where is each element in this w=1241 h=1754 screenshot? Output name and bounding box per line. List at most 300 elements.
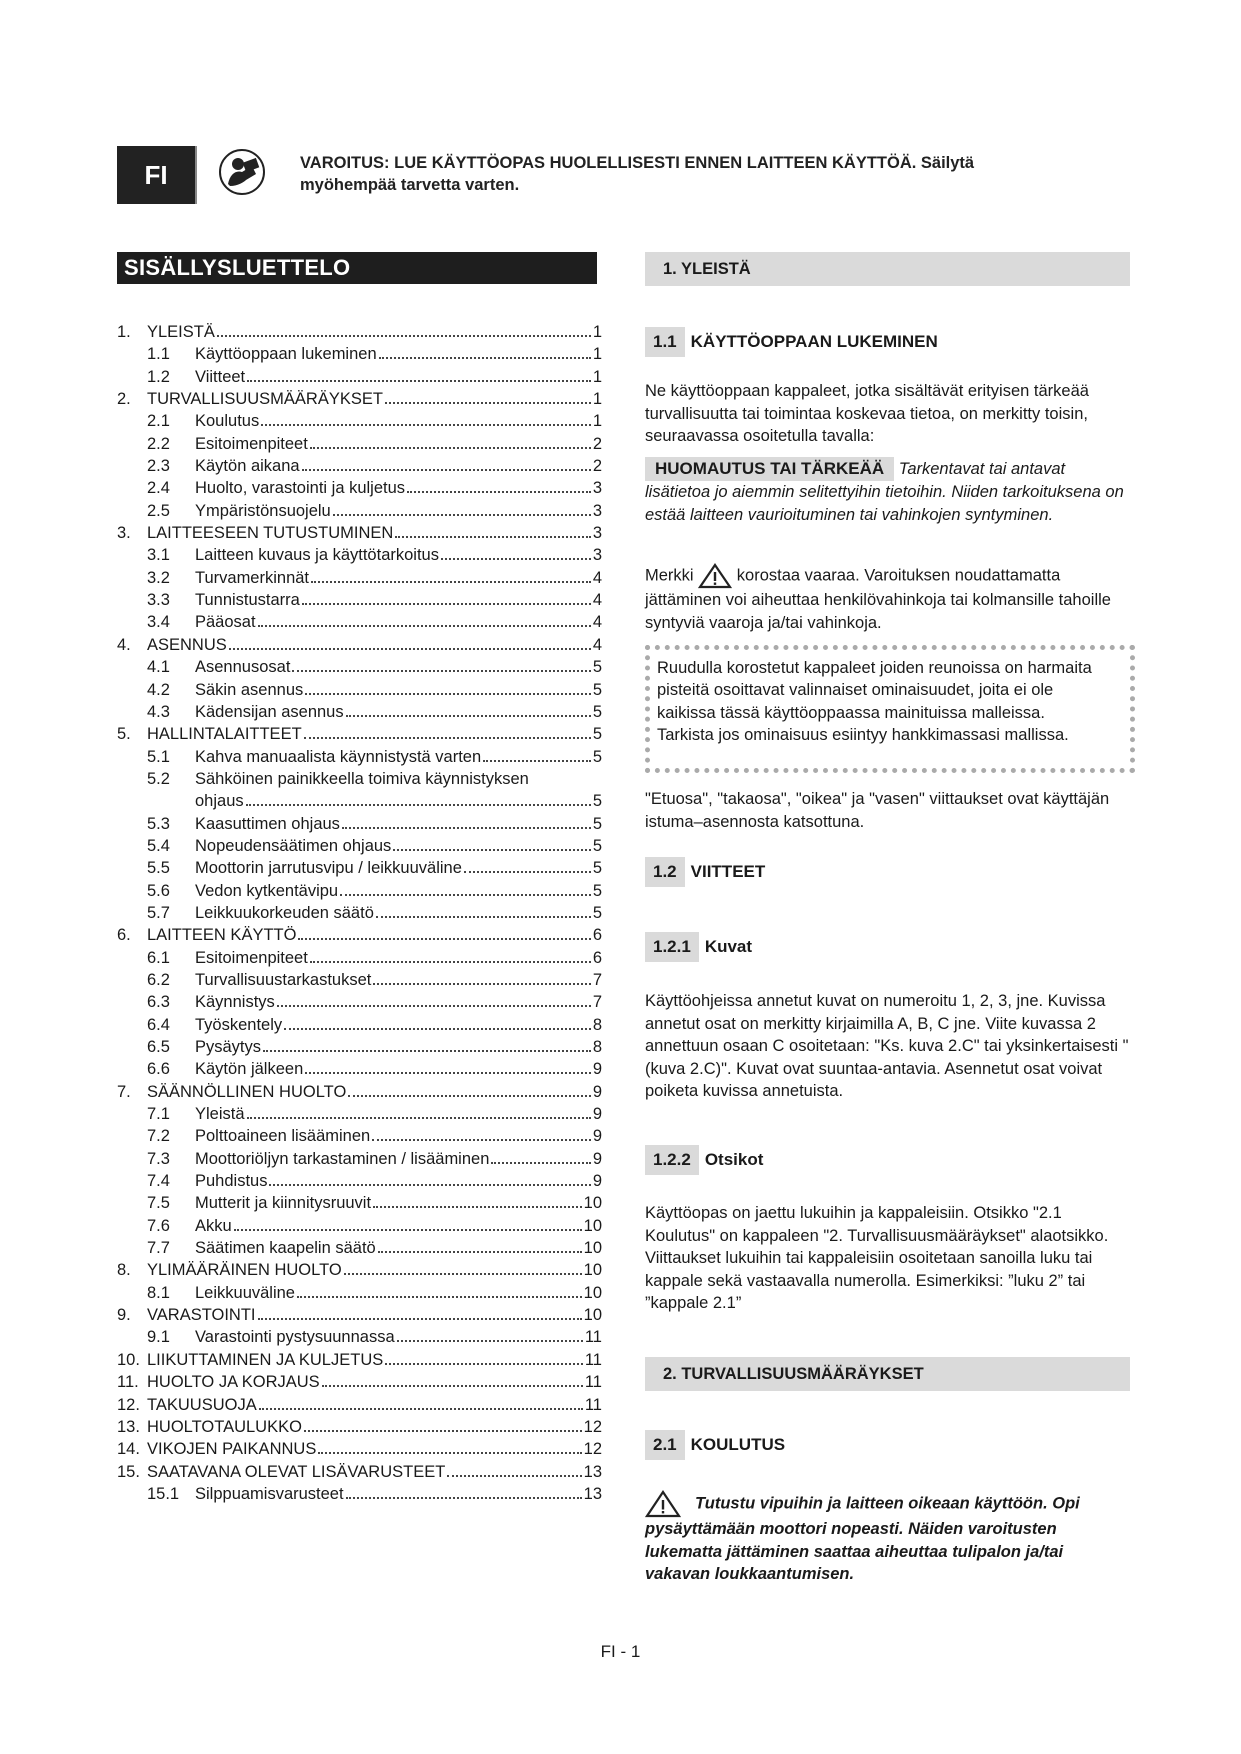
toc-entry-title: Käyttöoppaan lukeminen xyxy=(195,345,377,364)
toc-entry-number: 7. xyxy=(117,1082,131,1101)
toc-leader-dots xyxy=(346,1497,582,1499)
toc-entry-page: 11 xyxy=(584,1395,602,1414)
toc-leader-dots xyxy=(310,447,591,449)
section-1-1-heading xyxy=(645,327,938,357)
toc-entry-number: 9. xyxy=(117,1306,131,1325)
section-1-2-heading xyxy=(645,857,765,887)
toc-entry-title: Viitteet xyxy=(195,367,246,386)
toc-entry-title: Käytön aikana xyxy=(195,457,300,476)
toc-entry-number: 11. xyxy=(117,1373,139,1392)
toc-entry-title: Vedon kytkentävipu xyxy=(195,881,339,900)
toc-leader-dots xyxy=(407,491,591,493)
toc-entry-page: 7 xyxy=(592,970,602,989)
toc-entry[interactable] xyxy=(117,926,602,948)
toc-entry[interactable] xyxy=(117,725,602,747)
toc-entry-page: 9 xyxy=(592,1149,602,1168)
hazard-text: korostaa vaaraa. Varoituksen noudattamatta jättäminen voi aiheuttaa henkilövahinkoja tai kolmansille tahoille syntyviä vaaroja ja/tai vahinkoja. xyxy=(645,566,1111,632)
toc-leader-dots xyxy=(217,335,591,337)
toc-leader-dots xyxy=(247,380,591,382)
toc-entry-title: ASENNUS xyxy=(147,635,227,654)
toc-entry[interactable] xyxy=(117,502,602,524)
toc-title: SISÄLLYSLUETTELO xyxy=(117,252,597,284)
section-1-2-1-heading xyxy=(645,932,752,962)
toc-entry-page: 4 xyxy=(592,568,602,587)
toc-leader-dots xyxy=(346,715,591,717)
section-1-heading: 1. YLEISTÄ xyxy=(645,252,1130,286)
table-of-contents xyxy=(117,323,602,1507)
toc-entry-title: Ympäristönsuojelu xyxy=(195,501,331,520)
toc-entry[interactable] xyxy=(117,882,602,904)
toc-entry[interactable] xyxy=(117,636,602,658)
toc-entry-number: 6. xyxy=(117,926,131,945)
toc-entry-page: 1 xyxy=(592,390,602,409)
toc-leader-dots xyxy=(373,983,590,985)
toc-entry-page: 5 xyxy=(592,814,602,833)
toc-entry-page: 9 xyxy=(592,1172,602,1191)
toc-entry-number: 7.4 xyxy=(147,1172,170,1191)
toc-entry-number: 5.3 xyxy=(147,814,170,833)
toc-entry-page: 11 xyxy=(584,1328,602,1347)
toc-entry[interactable] xyxy=(117,1373,602,1395)
toc-leader-dots xyxy=(340,894,591,896)
toc-leader-dots xyxy=(344,1273,582,1275)
orientation-paragraph: "Etuosa", "takaosa", "oikea" ja "vasen" viittaukset ovat käyttäjän istuma–asennosta katsottuna. xyxy=(645,790,1110,831)
section-1-2-2-heading xyxy=(645,1145,763,1175)
toc-entry-number: 6.1 xyxy=(147,948,170,967)
toc-entry-number: 7.2 xyxy=(147,1127,170,1146)
training-warning-text: Tutustu vipuihin ja laitteen oikeaan käyttöön. Opi pysäyttämään moottori nopeasti. Näiden varoitusten lukematta jättäminen saattaa aiheuttaa tulipalon ja/tai vakavan loukkaantumisen. xyxy=(645,1494,1080,1583)
toc-entry[interactable] xyxy=(117,1083,602,1105)
toc-entry-number: 6.6 xyxy=(147,1060,170,1079)
toc-entry-number: 7.5 xyxy=(147,1194,170,1213)
optional-features-text: Ruudulla korostetut kappaleet joiden reunoissa on harmaita pisteitä osoittavat valinnaiset ominaisuudet, joita ei ole kaikissa tässä käyttöoppaassa mainituissa malleissa. Tarkista jos ominaisuus esiintyy hankkimassasi mallissa. xyxy=(657,659,1092,745)
toc-entry[interactable] xyxy=(117,1485,602,1507)
toc-entry-page: 11 xyxy=(584,1350,602,1369)
toc-entry-title: Yleistä xyxy=(195,1105,245,1124)
toc-entry-page: 4 xyxy=(592,591,602,610)
toc-entry-title: Tunnistustarra xyxy=(195,591,300,610)
note-heading: HUOMAUTUS TAI TÄRKEÄÄ xyxy=(645,457,894,481)
toc-leader-dots xyxy=(247,1117,591,1119)
toc-entry-page: 9 xyxy=(592,1082,602,1101)
toc-entry-page: 6 xyxy=(592,926,602,945)
toc-entry-number: 5.4 xyxy=(147,836,170,855)
toc-entry-number: 3.4 xyxy=(147,613,170,632)
toc-entry-number: 13. xyxy=(117,1417,140,1436)
toc-leader-dots xyxy=(483,760,591,762)
toc-entry-page: 6 xyxy=(592,948,602,967)
toc-leader-dots xyxy=(258,625,591,627)
toc-entry-title: Varastointi pystysuunnassa xyxy=(195,1328,395,1347)
toc-entry-title: TAKUUSUOJA xyxy=(147,1395,257,1414)
toc-entry-title: LAITTEEN KÄYTTÖ xyxy=(147,926,297,945)
safety-warning-text: VAROITUS: LUE KÄYTTÖOPAS HUOLELLISESTI ENNEN LAITTEEN KÄYTTÖÄ. Säilytä myöhempää tarvetta varten. xyxy=(300,154,975,194)
toc-leader-dots xyxy=(310,961,591,963)
toc-leader-dots xyxy=(297,1296,582,1298)
toc-entry[interactable] xyxy=(117,859,602,881)
toc-entry-title: Turvallisuustarkastukset xyxy=(195,970,372,989)
toc-entry-title: Käynnistys xyxy=(195,993,275,1012)
toc-entry-page: 1 xyxy=(592,412,602,431)
toc-entry-title: Silppuamisvarusteet xyxy=(195,1484,344,1503)
toc-entry-page: 12 xyxy=(583,1440,602,1459)
toc-leader-dots xyxy=(385,402,591,404)
toc-entry-page: 12 xyxy=(583,1417,602,1436)
toc-entry-page: 3 xyxy=(592,524,602,543)
toc-entry[interactable] xyxy=(117,323,602,345)
toc-entry-title: LAITTEESEEN TUTUSTUMINEN xyxy=(147,524,394,543)
read-manual-icon xyxy=(218,148,266,196)
toc-entry-number: 2. xyxy=(117,390,131,409)
toc-leader-dots xyxy=(342,827,591,829)
toc-entry-page: 5 xyxy=(592,903,602,922)
toc-entry-page: 4 xyxy=(592,613,602,632)
toc-entry-title: HALLINTALAITTEET xyxy=(147,725,302,744)
headings-paragraph: Käyttöopas on jaettu lukuihin ja kappaleisiin. Otsikko "2.1 Koulutus" on kappaleen "2. Turvallisuusmääräykset" alaotsikko. Viittaukset lukuihin tai kappaleisiin osoitetaan sanoilla luku tai kappale sekä vastaavalla numerolla. Esimerkiksi: ”luku 2” tai ”kappale 2.1” xyxy=(645,1204,1109,1312)
toc-entry-title: Asennusosat xyxy=(195,658,291,677)
toc-entry[interactable] xyxy=(117,546,602,568)
merkki-label: Merkki xyxy=(645,566,694,585)
note-block xyxy=(645,457,1130,526)
toc-entry[interactable] xyxy=(117,837,602,859)
section-title: Otsikot xyxy=(704,1150,764,1169)
toc-entry-number: 3.2 xyxy=(147,568,170,587)
section-number: 2.1 xyxy=(645,1430,685,1460)
toc-entry[interactable] xyxy=(117,435,602,457)
section-2-heading: 2. TURVALLISUUSMÄÄRÄYKSET xyxy=(645,1357,1130,1391)
toc-entry-number: 9.1 xyxy=(147,1328,170,1347)
toc-entry-title: HUOLTO JA KORJAUS xyxy=(147,1373,320,1392)
toc-entry[interactable] xyxy=(117,949,602,971)
page-number: FI - 1 xyxy=(600,1642,641,1661)
warning-triangle-icon xyxy=(698,563,732,589)
toc-leader-dots xyxy=(234,1229,582,1231)
toc-leader-dots xyxy=(441,558,591,560)
toc-entry-number: 7.1 xyxy=(147,1105,170,1124)
toc-entry[interactable] xyxy=(117,1127,602,1149)
toc-entry-page: 13 xyxy=(583,1484,602,1503)
toc-entry-number: 2.4 xyxy=(147,479,170,498)
toc-leader-dots xyxy=(302,469,591,471)
toc-entry-number: 5.5 xyxy=(147,859,170,878)
toc-entry[interactable] xyxy=(117,1463,602,1485)
section-title: KÄYTTÖOPPAAN LUKEMINEN xyxy=(690,332,938,351)
note-text-first: Tarkentavat xyxy=(898,460,985,478)
toc-entry-number: 6.5 xyxy=(147,1038,170,1056)
toc-leader-dots xyxy=(447,1475,581,1477)
toc-entry[interactable] xyxy=(117,703,602,725)
toc-entry[interactable] xyxy=(117,815,602,837)
toc-entry-number: 6.3 xyxy=(147,993,170,1012)
toc-entry-number: 2.1 xyxy=(147,412,170,431)
toc-entry-page: 10 xyxy=(583,1261,602,1280)
toc-entry[interactable] xyxy=(117,390,602,412)
toc-leader-dots xyxy=(395,536,591,538)
toc-entry-title: SÄÄNNÖLLINEN HUOLTO xyxy=(147,1082,347,1101)
toc-entry-number: 5. xyxy=(117,725,131,744)
toc-leader-dots xyxy=(284,1028,591,1030)
toc-entry[interactable] xyxy=(117,658,602,680)
toc-entry-title: TURVALLISUUSMÄÄRÄYKSET xyxy=(147,390,383,409)
toc-entry[interactable] xyxy=(117,971,602,993)
toc-entry-page: 5 xyxy=(592,859,602,878)
toc-entry-title: Laitteen kuvaus ja käyttötarkoitus xyxy=(195,546,439,565)
toc-entry-page: 11 xyxy=(584,1373,602,1392)
toc-entry-title: Esitoimenpiteet xyxy=(195,434,308,453)
toc-entry[interactable] xyxy=(117,1217,602,1239)
toc-entry[interactable] xyxy=(117,1194,602,1216)
toc-leader-dots xyxy=(304,1430,582,1432)
toc-leader-dots xyxy=(263,1050,591,1052)
toc-entry-page: 10 xyxy=(583,1283,602,1302)
toc-entry[interactable] xyxy=(117,457,602,479)
toc-entry-title: VARASTOINTI xyxy=(147,1306,256,1325)
toc-entry[interactable] xyxy=(117,1172,602,1194)
toc-entry-number: 6.4 xyxy=(147,1015,170,1034)
toc-entry-number: 7.6 xyxy=(147,1216,170,1235)
toc-entry-title: Sähköinen painikkeella toimiva käynnistyksen xyxy=(195,769,529,788)
toc-leader-dots xyxy=(302,603,591,605)
toc-entry-number: 5.1 xyxy=(147,747,170,766)
toc-entry-number: 4.3 xyxy=(147,702,170,721)
toc-entry-title: LIIKUTTAMINEN JA KULJETUS xyxy=(147,1350,384,1369)
warning-triangle-icon xyxy=(645,1490,681,1518)
figures-paragraph: Käyttöohjeissa annetut kuvat on numeroitu 1, 2, 3, jne. Kuvissa annetut osat on merkitty kirjaimilla A, B, C jne. Viite kuvassa 2 annettuun osaan C osoitetaan: "Ks. kuva 2.C" tai yksinkertaisesti "(kuva 2.C)". Kuvat ovat suuntaa-antavia. Asennetut osat voivat poiketa kuvissa annetuista. xyxy=(645,992,1129,1100)
toc-entry[interactable] xyxy=(117,1105,602,1127)
section-title: Kuvat xyxy=(704,937,753,956)
toc-leader-dots xyxy=(298,938,590,940)
toc-entry-page: 10 xyxy=(583,1306,602,1325)
toc-entry-title: YLIMÄÄRÄINEN HUOLTO xyxy=(147,1261,342,1280)
toc-entry-page: 2 xyxy=(592,434,602,453)
toc-entry[interactable] xyxy=(117,569,602,591)
toc-entry-page: 5 xyxy=(592,836,602,855)
toc-entry-title: Esitoimenpiteet xyxy=(195,948,308,967)
toc-entry-title: Polttoaineen lisääminen xyxy=(195,1127,371,1146)
toc-leader-dots xyxy=(379,357,591,359)
reading-paragraph: Ne käyttöoppaan kappaleet, jotka sisältävät erityisen tärkeää turvallisuutta tai toimintaa koskevaa tietoa, on merkitty toisin, seuraavassa osoitetulla tavalla: xyxy=(645,382,1089,445)
toc-entry-title: Leikkuukorkeuden säätö xyxy=(195,903,374,922)
toc-leader-dots xyxy=(311,581,591,583)
toc-entry-number: 3.3 xyxy=(147,591,170,610)
toc-entry-number: 10. xyxy=(117,1350,140,1369)
toc-entry-title: Pääosat xyxy=(195,613,256,632)
toc-entry[interactable] xyxy=(117,1351,602,1373)
toc-leader-dots xyxy=(372,1139,591,1141)
toc-entry-number: 4. xyxy=(117,635,131,654)
toc-entry[interactable] xyxy=(117,1261,602,1283)
toc-entry-title: Nopeudensäätimen ohjaus xyxy=(195,836,392,855)
toc-entry[interactable] xyxy=(117,524,602,546)
toc-leader-dots xyxy=(393,849,591,851)
toc-entry[interactable] xyxy=(117,1306,602,1328)
toc-entry-title: Kädensijan asennus xyxy=(195,702,344,721)
toc-entry-page: 5 xyxy=(592,792,602,811)
toc-leader-dots xyxy=(258,1318,582,1320)
toc-entry-title: Säätimen kaapelin säätö xyxy=(195,1239,376,1258)
toc-entry[interactable] xyxy=(117,368,602,390)
toc-entry-title: HUOLTOTAULUKKO xyxy=(147,1417,302,1436)
toc-entry-page: 5 xyxy=(592,747,602,766)
hazard-paragraph xyxy=(645,563,1130,634)
toc-entry-page: 9 xyxy=(592,1105,602,1124)
toc-leader-dots xyxy=(277,1005,591,1007)
toc-entry[interactable] xyxy=(117,904,602,926)
section-title: VIITTEET xyxy=(690,862,766,881)
toc-leader-dots xyxy=(491,1162,590,1164)
toc-entry-number: 4.2 xyxy=(147,680,170,699)
toc-entry-number: 3.1 xyxy=(147,546,170,565)
toc-leader-dots xyxy=(348,1095,591,1097)
toc-entry[interactable] xyxy=(117,1038,602,1060)
note-text: tai antavat lisätietoa jo aiemmin selitettyihin tietoihin. Niiden tarkoituksena on estää laitteen vaurioituminen tai vahinkojen syntyminen. xyxy=(645,460,1124,524)
toc-entry-page: 5 xyxy=(592,702,602,721)
toc-leader-dots xyxy=(305,1072,591,1074)
toc-entry-page: 5 xyxy=(592,680,602,699)
toc-leader-dots xyxy=(229,648,591,650)
toc-entry-number: 2.3 xyxy=(147,457,170,476)
toc-entry-title: Turvamerkinnät xyxy=(195,568,310,587)
toc-leader-dots xyxy=(322,1385,583,1387)
toc-entry[interactable] xyxy=(117,1239,602,1261)
toc-entry-number: 14. xyxy=(117,1440,140,1459)
toc-entry-page: 9 xyxy=(592,1127,602,1146)
language-code-badge: FI xyxy=(117,146,195,204)
toc-entry-page: 10 xyxy=(583,1194,602,1213)
toc-entry[interactable] xyxy=(117,1016,602,1038)
toc-entry[interactable] xyxy=(117,1418,602,1440)
toc-entry[interactable] xyxy=(117,770,602,792)
toc-entry-page: 5 xyxy=(592,658,602,677)
toc-entry-title: Säkin asennus xyxy=(195,680,304,699)
toc-entry-title: Kahva manuaalista käynnistystä varten xyxy=(195,747,482,766)
toc-entry-title: Käytön jälkeen xyxy=(195,1060,304,1079)
toc-entry-number: 1.1 xyxy=(147,345,170,364)
toc-entry-page: 2 xyxy=(592,457,602,476)
toc-entry-number: 3. xyxy=(117,524,131,543)
toc-leader-dots xyxy=(305,693,591,695)
toc-entry-page: 1 xyxy=(592,323,602,341)
toc-leader-dots xyxy=(304,737,591,739)
section-number: 1.1 xyxy=(645,327,685,357)
toc-entry-page: 8 xyxy=(592,1038,602,1056)
toc-entry-title: Työskentely xyxy=(195,1015,283,1034)
toc-entry-title: Moottorin jarrutusvipu / leikkuuväline xyxy=(195,859,462,878)
toc-entry-title: SAATAVANA OLEVAT LISÄVARUSTEET xyxy=(147,1462,446,1481)
toc-entry-page: 1 xyxy=(592,345,602,364)
toc-entry-page: 3 xyxy=(592,479,602,498)
toc-entry[interactable] xyxy=(117,345,602,367)
training-warning xyxy=(645,1490,1130,1586)
toc-entry-title: VIKOJEN PAIKANNUS xyxy=(147,1440,317,1459)
toc-leader-dots xyxy=(376,916,591,918)
toc-entry[interactable] xyxy=(117,1284,602,1306)
toc-entry-page: 13 xyxy=(583,1462,602,1481)
toc-leader-dots xyxy=(261,424,591,426)
toc-entry-title: Mutterit ja kiinnitysruuvit xyxy=(195,1194,372,1213)
toc-entry-number: 12. xyxy=(117,1395,140,1414)
toc-entry-page: 10 xyxy=(583,1239,602,1258)
toc-entry-number: 5.6 xyxy=(147,881,170,900)
toc-entry[interactable] xyxy=(117,993,602,1015)
toc-leader-dots xyxy=(378,1251,582,1253)
section-number: 1.2.2 xyxy=(645,1145,699,1175)
toc-entry-page: 5 xyxy=(592,725,602,744)
toc-leader-dots xyxy=(318,1452,581,1454)
toc-entry[interactable] xyxy=(117,412,602,434)
toc-entry-title: Pysäytys xyxy=(195,1038,262,1056)
toc-entry[interactable] xyxy=(117,613,602,635)
toc-entry-number: 7.7 xyxy=(147,1239,170,1258)
toc-entry-number: 8.1 xyxy=(147,1283,170,1302)
toc-entry[interactable] xyxy=(117,1328,602,1350)
toc-entry-page: 1 xyxy=(592,367,602,386)
toc-entry[interactable] xyxy=(117,591,602,613)
section-number: 1.2.1 xyxy=(645,932,699,962)
section-title: KOULUTUS xyxy=(690,1435,786,1454)
toc-entry[interactable] xyxy=(117,1060,602,1082)
toc-entry[interactable] xyxy=(117,681,602,703)
toc-entry-title: YLEISTÄ xyxy=(147,323,215,341)
toc-entry[interactable] xyxy=(117,748,602,770)
toc-leader-dots xyxy=(464,871,591,873)
toc-entry-page: 7 xyxy=(592,993,602,1012)
toc-entry-title: Leikkuuväline xyxy=(195,1283,295,1302)
toc-entry-page: 9 xyxy=(592,1060,602,1079)
toc-entry-title: ohjaus xyxy=(195,792,244,811)
toc-entry-page: 4 xyxy=(592,635,602,654)
toc-entry[interactable] xyxy=(117,1440,602,1462)
toc-leader-dots xyxy=(292,670,590,672)
toc-entry-title: Kaasuttimen ohjaus xyxy=(195,814,340,833)
toc-entry-title: Koulutus xyxy=(195,412,260,431)
section-number: 1.2 xyxy=(645,857,685,887)
toc-entry-page: 10 xyxy=(583,1216,602,1235)
toc-entry[interactable] xyxy=(117,1396,602,1418)
toc-leader-dots xyxy=(269,1184,590,1186)
toc-entry-number: 5.7 xyxy=(147,903,170,922)
optional-features-box xyxy=(645,645,1135,773)
toc-entry-page: 3 xyxy=(592,501,602,520)
toc-entry[interactable] xyxy=(117,479,602,501)
toc-leader-dots xyxy=(373,1206,582,1208)
toc-entry-number: 1. xyxy=(117,323,131,341)
toc-entry[interactable] xyxy=(117,1150,602,1172)
toc-entry-number: 7.3 xyxy=(147,1149,170,1168)
toc-leader-dots xyxy=(385,1363,583,1365)
toc-entry-number: 4.1 xyxy=(147,658,170,677)
toc-entry-number: 2.2 xyxy=(147,434,170,453)
toc-entry-number: 1.2 xyxy=(147,367,170,386)
toc-entry-number: 5.2 xyxy=(147,769,170,788)
toc-entry[interactable] xyxy=(117,792,602,814)
toc-entry-number: 8. xyxy=(117,1261,131,1280)
toc-leader-dots xyxy=(397,1340,583,1342)
toc-entry-title: Akku xyxy=(195,1216,232,1235)
toc-entry-page: 5 xyxy=(592,881,602,900)
toc-entry-page: 8 xyxy=(592,1015,602,1034)
toc-entry-number: 15.1 xyxy=(147,1484,180,1503)
toc-entry-title: Moottoriöljyn tarkastaminen / lisääminen xyxy=(195,1149,490,1168)
section-2-1-heading xyxy=(645,1430,785,1460)
toc-leader-dots xyxy=(246,804,591,806)
toc-entry-title: Huolto, varastointi ja kuljetus xyxy=(195,479,406,498)
toc-entry-number: 2.5 xyxy=(147,501,170,520)
toc-entry-title: Puhdistus xyxy=(195,1172,268,1191)
toc-entry-page: 3 xyxy=(592,546,602,565)
toc-leader-dots xyxy=(259,1408,583,1410)
toc-entry-number: 6.2 xyxy=(147,970,170,989)
